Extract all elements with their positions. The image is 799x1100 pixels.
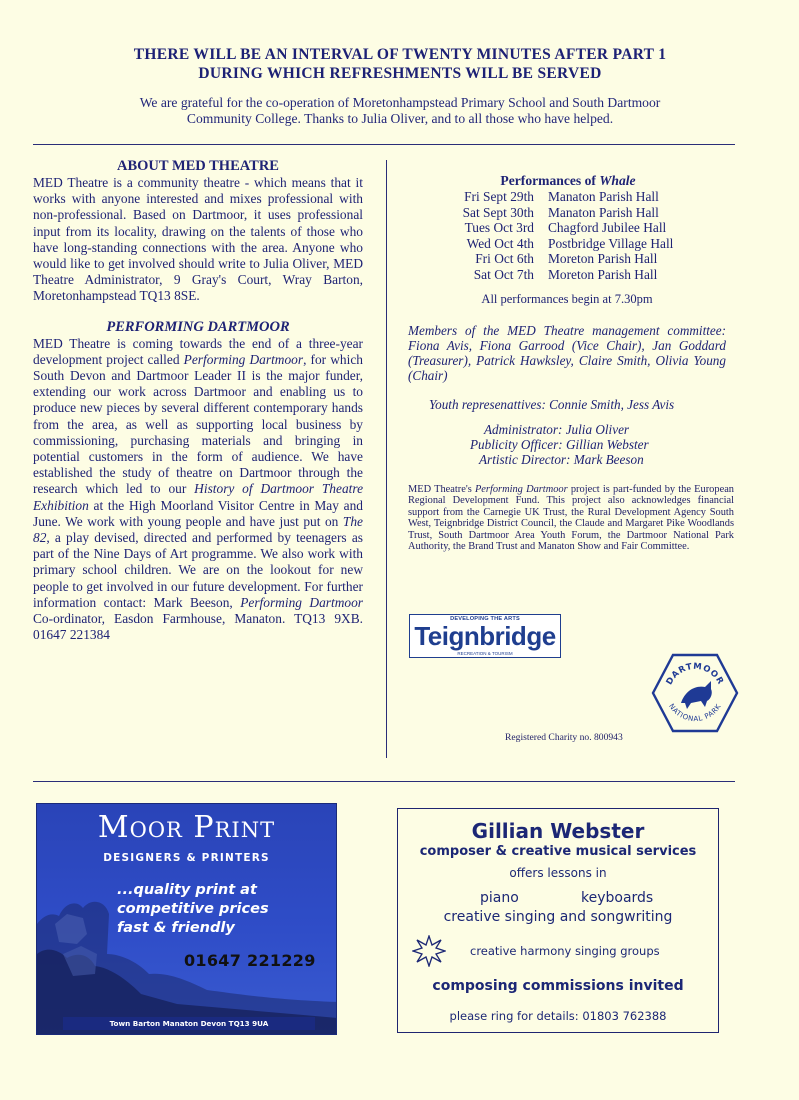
about-text: MED Theatre is a community theatre - which means that it works with anyone interested and mixes professional with non-professional. Based on Dartmoor, it uses professional input from its locality, drawing on the talents of those who have long-standing connections with the area. Anyone who would like to get involved should write to Julia Oliver, MED Theatre Administrator, 9 Gray's Court, Wray Barton, Moretonhampstead TQ13 8SE. xyxy=(33,175,363,304)
moor-print-tagline xyxy=(117,881,269,938)
thanks-line-1: We are grateful for the co-operation of Moretonhampstead Primary School and South Dartmoor xyxy=(139,95,661,110)
interval-notice xyxy=(20,45,780,83)
starburst-icon xyxy=(412,935,446,967)
performance-row xyxy=(408,205,673,221)
performance-row xyxy=(408,236,673,252)
performance-date: Fri Oct 6th xyxy=(475,251,534,266)
dartmoor-logo-bottom-text: NATIONAL PARK xyxy=(667,702,723,724)
performing-text: MED Theatre is coming towards the end of a three-year development project called Performing Dartmoor, for which South Devon and Dartmoor Leader II is the major funder, extending our work across Dartmoor and enabling us to produce new pieces by several different contemporary hands from the area, as well as supporting local business by commissioning, purchasing materials and bringing in potential customers in the form of audience. We have established the study of theatre on Dartmoor through the research which led to our History of Dartmoor Theatre Exhibition at the High Moorland Visitor Centre in May and June. We work with young people and have just put on The 82, a play devised, directed and performed by teenagers as part of the Nine Days of Art programme. We also work with primary school children. We are on the lookout for new people to get involved in our future development. For further information contact: Mark Beeson, Performing Dartmoor Co-ordinator, Easdon Farmhouse, Manaton. TQ13 9XB. 01647 221384 xyxy=(33,335,364,643)
dartmoor-national-park-logo xyxy=(651,651,739,735)
registered-charity: Registered Charity no. 800943 xyxy=(505,732,623,743)
performance-venue: Manaton Parish Hall xyxy=(548,204,659,220)
gillian-webster-advert xyxy=(397,808,719,1033)
about-title: ABOUT MED THEATRE xyxy=(117,158,279,174)
performance-date: Sat Oct 7th xyxy=(473,266,534,282)
svg-text:NATIONAL PARK xyxy=(667,702,723,723)
teignbridge-logo xyxy=(409,614,561,658)
gillian-piano: piano xyxy=(480,890,519,906)
interval-line-1: THERE WILL BE AN INTERVAL OF TWENTY MINUTES AFTER PART 1 xyxy=(133,46,667,63)
thanks-note xyxy=(40,95,760,127)
tagline-line-3: fast & friendly xyxy=(117,920,235,936)
bottom-divider xyxy=(33,781,735,782)
performance-venue: Moreton Parish Hall xyxy=(548,266,658,282)
performing-title: PERFORMING DARTMOOR xyxy=(106,318,290,335)
moor-print-address: Town Barton Manaton Devon TQ13 9UA xyxy=(63,1017,315,1030)
gillian-harmony-groups: creative harmony singing groups xyxy=(470,944,660,958)
moor-print-phone: 01647 221229 xyxy=(184,951,316,970)
performance-date: Wed Oct 4th xyxy=(466,235,534,251)
gillian-name: Gillian Webster xyxy=(471,819,645,843)
teignbridge-top-text: DEVELOPING THE ARTS xyxy=(450,616,520,622)
funding-note: MED Theatre's Performing Dartmoor project is part-funded by the European Regional Development Fund. This project also acknowledges financial support from the Carnegie UK Trust, the Rural Development Agency South West, Teignbridge District Council, the Claude and Margaret Pike Woodlands Trust, South Dartmoor Area Youth Forum, the Dartmoor National Park Authority, the Brand Trust and Manaton Show and Fair Committee. xyxy=(408,484,734,553)
performance-venue: Chagford Jubilee Hall xyxy=(548,220,667,235)
right-column xyxy=(408,173,748,552)
gillian-commissions: composing commissions invited xyxy=(432,978,684,994)
administrator: Administrator: Julia Oliver xyxy=(484,422,630,437)
column-divider xyxy=(386,160,387,758)
moor-print-subtitle: DESIGNERS & PRINTERS xyxy=(103,852,270,864)
tagline-line-2: competitive prices xyxy=(117,901,269,917)
svg-text:DARTMOOR xyxy=(665,662,726,687)
performance-venue: Moreton Parish Hall xyxy=(548,251,658,266)
performances-title: Performances of Whale xyxy=(500,173,636,188)
performance-venue: Manaton Parish Hall xyxy=(548,189,659,204)
performance-date: Tues Oct 3rd xyxy=(464,220,534,235)
thanks-line-2: Community College. Thanks to Julia Oliver, and to all those who have helped. xyxy=(186,111,614,126)
top-divider xyxy=(33,144,735,145)
dartmoor-logo-top-text: DARTMOOR xyxy=(664,661,726,687)
teignbridge-name: Teignbridge xyxy=(414,621,556,651)
interval-line-2: DURING WHICH REFRESHMENTS WILL BE SERVED xyxy=(198,65,602,82)
gillian-contact: please ring for details: 01803 762388 xyxy=(449,1009,667,1023)
gillian-subtitle: composer & creative musical services xyxy=(419,844,697,859)
moor-print-advert xyxy=(36,803,337,1035)
performances-table xyxy=(408,189,673,282)
artistic-director: Artistic Director: Mark Beeson xyxy=(479,452,644,467)
gillian-offers: offers lessons in xyxy=(509,866,607,880)
publicity-officer: Publicity Officer: Gillian Webster xyxy=(470,437,649,452)
performance-date: Fri Sept 29th xyxy=(464,189,534,204)
performance-row xyxy=(408,251,673,267)
teignbridge-bottom-text: RECREATION & TOURISM xyxy=(457,651,513,656)
gillian-keyboards: keyboards xyxy=(581,890,654,906)
pony-icon xyxy=(681,681,712,709)
left-column xyxy=(33,158,363,643)
tagline-line-1: ...quality print at xyxy=(117,882,257,898)
performance-venue: Postbridge Village Hall xyxy=(548,235,674,251)
gillian-creative-singing: creative singing and songwriting xyxy=(443,909,673,925)
moor-print-title: Moor Print xyxy=(97,810,276,845)
performance-row xyxy=(408,189,673,205)
performance-row xyxy=(408,220,673,236)
performance-date: Sat Sept 30th xyxy=(462,204,534,220)
youth-representatives: Youth represenattives: Connie Smith, Jess Avis xyxy=(429,397,675,412)
performance-row xyxy=(408,267,673,283)
committee-members: Members of the MED Theatre management committee: Fiona Avis, Fiona Garrood (Vice Chair), Jan Goddard (Treasurer), Patrick Hawksley, Claire Smith, Olivia Young (Chair) xyxy=(408,323,726,383)
performance-time-note: All performances begin at 7.30pm xyxy=(481,292,653,306)
